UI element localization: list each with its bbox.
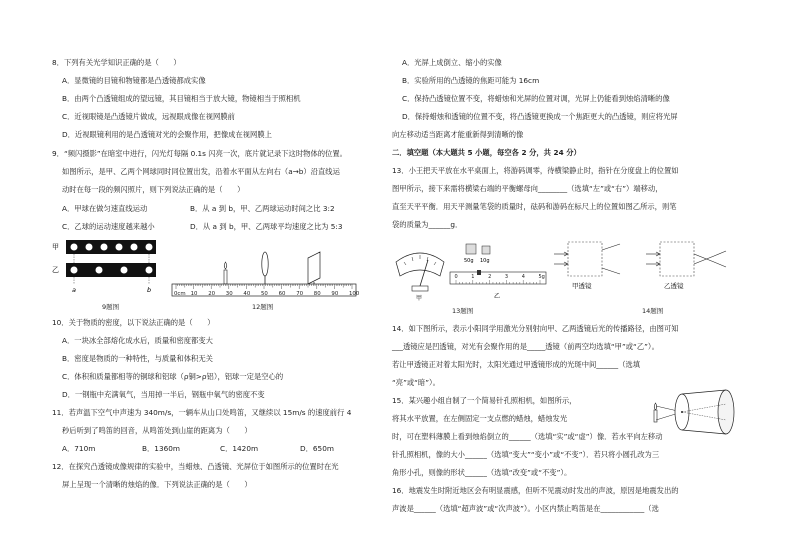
lens-label-jia: 甲透镜 (572, 282, 592, 290)
q10-option-c: C．体积和质量都相等的铜球和铝球（ρ铜>ρ铝），铝球一定是空心的 (62, 372, 284, 381)
light-screen (308, 252, 320, 284)
figure-13-caption: 13题图 (452, 307, 474, 315)
q15-pinhole-camera-figure (652, 382, 738, 440)
pinhole (681, 411, 683, 413)
q11-option-a: A．710m (62, 444, 96, 453)
candle (224, 270, 227, 284)
q9-strobe-figure (52, 238, 162, 300)
q12-option-a: A．光屏上成倒立、缩小的实像 (402, 58, 502, 67)
ruler-tick-label: 100 (349, 291, 360, 297)
plastic-film (718, 390, 734, 434)
caption-yi: 乙 (494, 293, 501, 300)
strip-jia (66, 240, 156, 254)
ruler-tick-label: 60 (278, 291, 286, 297)
scale-label: 3 (504, 274, 509, 280)
q8-option-b: B．由两个凸透镜组成的望远镜，其目镜相当于放大镜，物镜相当于照相机 (62, 94, 301, 103)
q13-line1: 13．小王把天平放在水平桌面上，将游码调零，待横梁静止时，指针在分度盘上的位置如 (392, 166, 679, 175)
candle-flame (654, 403, 657, 410)
q12-option-c: C．保持凸透镜位置不变，将蜡烛和光屏的位置对调，光屏上仍能看到烛焰清晰的像 (402, 94, 670, 103)
weight-10g (482, 246, 490, 254)
q9-line3: 动时在每一段的频闪照片，则下列说法正确的是（ ） (62, 185, 245, 194)
q13-line2: 图甲所示，接下来需将横梁右端的平衡螺母向________（选填“左”或“右”）端移动， (392, 184, 663, 193)
ruler-tick-label: 10 (190, 291, 198, 297)
q12-option-d: D．保持蜡烛和透镜的位置不变，将凸透镜更换成一个焦距更大的凸透镜，则应将光屏 (402, 112, 678, 121)
q8-option-d: D．近视眼镜利用的是凸透镜对光的会聚作用，把像成在视网膜上 (62, 130, 272, 139)
q9-option-d: D．从 a 到 b，甲、乙两球平均速度之比为 5:3 (190, 222, 343, 231)
candle (654, 410, 657, 422)
q14-line1: 14．如下图所示，表示小阳同学用激光分别射向甲、乙两透镜后光的传播路径，由图可知 (392, 324, 679, 333)
figure-9-caption: 9题图 (102, 303, 120, 311)
figure-14-caption: 14题图 (642, 307, 664, 315)
ball-jia (101, 244, 108, 251)
ball-jia (131, 244, 138, 251)
ball-jia (146, 244, 153, 251)
q12-option-b: B．实验所用的凸透镜的焦距可能为 16cm (402, 76, 540, 85)
lens-label-yi: 乙透镜 (664, 282, 684, 290)
q9-option-c: C．乙球的运动速度越来越小 (62, 222, 155, 231)
q9-line1: 9．“频闪摄影”在暗室中进行，闪光灯每隔 0.1s 闪亮一次，底片就记录下这时物体的位置。 (52, 149, 347, 158)
candle-flame (224, 262, 227, 269)
weight-10g-label: 10g (480, 258, 490, 264)
q11-option-d: D．650m (300, 444, 334, 453)
q9-option-b: B．从 a 到 b，甲、乙两球运动时间之比 3:2 (190, 204, 335, 213)
rider (477, 270, 481, 275)
ruler-tick-label: 80 (313, 291, 321, 297)
label-b: b (147, 286, 152, 294)
q16-line1: 16．地震发生时附近地区会有明显震感，但听不见震动时发出的声波，原因是地震发出的 (392, 486, 679, 495)
q15-line4: 针孔照相机，像的大小______（选填“变大”“变小”或“不变”）．若只将小圆孔改为三 (392, 450, 660, 459)
q12-option-d-cont: 向左移动适当距离才能重新得到清晰的像 (392, 130, 524, 139)
q10-option-d: D．一钢瓶中充满氧气，当用掉一半后，钢瓶中氧气的密度不变 (62, 390, 265, 399)
ball-yi (121, 267, 128, 274)
q12-line2: 屏上呈现一个清晰的烛焰的像．下列说法正确的是（ ） (62, 480, 252, 489)
lens-box-yi (660, 242, 694, 276)
weight-50g-label: 50g (464, 258, 474, 264)
q10-option-a: A．一块冰全部熔化成水后，质量和密度都变大 (62, 336, 213, 345)
q11-line2: 秒后听到了鸣笛的回音，从鸣笛处到山崖的距离为（ ） (62, 426, 252, 435)
scale-label: 2 (488, 274, 492, 280)
ruler-tick-label: 90 (331, 291, 339, 297)
ruler-tick-label: 30 (225, 291, 233, 297)
rider-scale (450, 272, 546, 284)
ruler-tick-label: 0cm (174, 291, 186, 297)
ball-yi (146, 267, 153, 274)
strip-yi (66, 263, 156, 277)
q13-balance-figure (390, 232, 550, 304)
section-heading: 二．填空题（本大题共 5 小题，每空各 2 分，共 24 分） (392, 148, 581, 157)
q8-option-a: A．显微镜的目镜和物镜都是凸透镜都成实像 (62, 76, 206, 85)
q15-line1: 15．某兴趣小组自制了一个简易针孔照相机，如图所示， (392, 396, 577, 405)
ruler-tick-label: 50 (261, 291, 268, 297)
ball-jia (116, 244, 123, 251)
scale-label: 5g (538, 274, 545, 280)
q15-line2: 将其水平放置，在左侧固定一支点燃的蜡烛，蜡烛发光 (392, 414, 568, 423)
weight-50g (466, 244, 476, 254)
ruler-tick-label: 20 (208, 291, 216, 297)
q16-line2: 声波是______（选填“超声波”或“次声波”）。小区内禁止鸣笛是在____________（选 (392, 504, 659, 513)
ball-jia (86, 244, 93, 251)
row-label-yi: 乙 (52, 266, 59, 274)
q11-line1: 11．若声温下空气中声速为 340m/s，一辆车从山口处鸣笛，又继续以 15m/s 的速度前行 4 (52, 408, 352, 417)
q8-stem: 8．下列有关光学知识正确的是（ ） (52, 58, 181, 67)
q11-option-b: B．1360m (142, 444, 180, 453)
q11-option-c: C．1420m (220, 444, 259, 453)
q14-lens-figure (554, 234, 730, 304)
q10-stem: 10．关于物质的密度，以下说法正确的是（ ） (52, 318, 215, 327)
q14-line3: 若让甲透镜正对着太阳光时，太阳光通过甲透镜形成的光斑中间______（选填 (392, 360, 641, 369)
q12-line1: 12．在探究凸透镜成像规律的实验中，当蜡烛、凸透镜、光屏位于如图所示的位置时在光 (52, 462, 339, 471)
q8-option-c: C．近视眼镜是凸透镜片做成，远视眼成像在视网膜前 (62, 112, 235, 121)
scale-label: 0 (454, 274, 458, 280)
ruler-tick-label: 40 (243, 291, 251, 297)
figure-12-caption: 12题图 (252, 303, 274, 311)
lens-box-jia (568, 242, 602, 276)
q15-line3: 时，可在塑料薄膜上看到烛焰倒立的______（选填“实”或“虚”）像．若水平向左移动 (392, 432, 663, 441)
q13-line3: 直至天平平衡．用天平测量笔袋的质量时，砝码和游码在标尺上的位置如图乙所示，则笔 (392, 202, 677, 211)
q12-optical-bench-figure (170, 228, 358, 300)
ball-jia (71, 244, 78, 251)
caption-jia: 甲 (416, 295, 423, 302)
scale-label: 4 (521, 274, 525, 280)
row-label-jia: 甲 (52, 243, 59, 251)
ball-yi (96, 267, 103, 274)
q14-line4: “亮”或“暗”）。 (392, 378, 440, 387)
ruler-tick-label: 70 (296, 291, 304, 297)
q14-line2: ___透镜应是凹透镜，对光有会聚作用的是_____透镜（前两空均选填“甲”或“乙”）。 (392, 342, 659, 351)
q10-option-b: B．密度是物质的一种特性，与质量和体积无关 (62, 354, 213, 363)
convex-lens (262, 252, 268, 276)
scale-label: 1 (471, 274, 475, 280)
q9-line2: 如图所示，是甲、乙两个网球同时同位置出发，沿着水平面从左向右（a→b）沿直线运 (62, 167, 340, 176)
q13-line4: 袋的质量为______g． (392, 220, 463, 229)
q15-line5: 角形小孔，则像的形状______（选填“改变”或“不变”）。 (392, 468, 572, 477)
label-a: a (72, 286, 76, 294)
ball-yi (71, 267, 78, 274)
q9-option-a: A．甲球在做匀速直线运动 (62, 204, 148, 213)
